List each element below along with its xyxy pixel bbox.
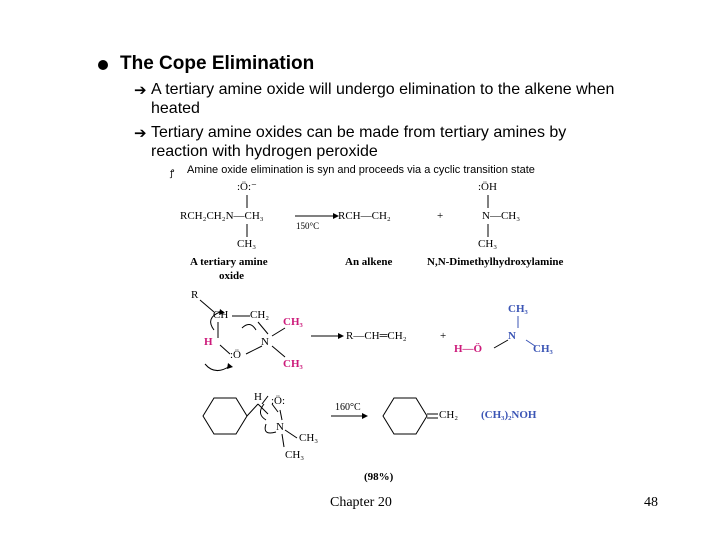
label-hydroxylamine: N,N-Dimethylhydroxylamine bbox=[427, 256, 564, 268]
arrow-bullet-icon: ➔ bbox=[134, 82, 147, 99]
scheme3-condition: 160°C bbox=[335, 402, 361, 413]
label-tertiary-amine: A tertiary amine bbox=[190, 256, 268, 268]
scheme2-alkene-product: R—CH═CH₂ bbox=[346, 330, 407, 342]
bullet-2-line-2: reaction with hydrogen peroxide bbox=[151, 143, 378, 160]
bullet-1-line-1: A tertiary amine oxide will undergo elimination to the alkene when bbox=[151, 81, 615, 98]
scheme2-r: R bbox=[191, 289, 199, 301]
scheme1-condition: 150°C bbox=[296, 221, 320, 231]
scheme3-yield: (98%) bbox=[364, 471, 394, 483]
scheme3-h: H bbox=[254, 391, 262, 403]
scheme2-n: N bbox=[261, 336, 269, 348]
scheme1-hydroxylamine: N—CH₃ bbox=[482, 210, 521, 222]
scheme3-ch3-a: CH₃ bbox=[299, 432, 319, 444]
scheme1-oxide-oxygen: :Ö:⁻ bbox=[237, 181, 257, 193]
scheme2-product-ho: H—Ö bbox=[454, 343, 483, 355]
scheme3-byproduct: (CH₃)₂NOH bbox=[481, 409, 537, 421]
bullet-2-line-1: Tertiary amine oxides can be made from tertiary amines by bbox=[151, 124, 567, 141]
scheme2-ch: CH bbox=[213, 309, 229, 321]
sub-bullet-text: Amine oxide elimination is syn and proceeds via a cyclic transition state bbox=[187, 164, 535, 176]
scheme2-ch3-top: CH₃ bbox=[283, 316, 303, 328]
footer-chapter: Chapter 20 bbox=[330, 495, 392, 510]
bullet-1-line-2: heated bbox=[151, 100, 200, 117]
scheme2-ch2: CH₂ bbox=[250, 309, 270, 321]
scheme1-product-methyl: CH₃ bbox=[478, 238, 498, 250]
scheme2-product-n: N bbox=[508, 330, 516, 342]
scheme2-h: H bbox=[204, 336, 213, 348]
scheme3-ch3-b: CH₃ bbox=[285, 449, 305, 461]
scheme3-oxygen: :Ö: bbox=[271, 395, 286, 407]
scheme2-product-ch3-right: CH₃ bbox=[533, 343, 553, 355]
label-oxide: oxide bbox=[219, 270, 245, 282]
scheme1-reactant-methyl: CH₃ bbox=[237, 238, 257, 250]
sub-bullet-icon: ꝭ bbox=[170, 168, 175, 178]
scheme2-product-ch3-top: CH₃ bbox=[508, 303, 528, 315]
scheme1-reactant: RCH₂CH₂N—CH₃ bbox=[180, 210, 264, 222]
arrow-bullet-icon: ➔ bbox=[134, 125, 147, 142]
scheme2-oxygen: :Ö bbox=[230, 349, 241, 361]
scheme2-ch3-bottom: CH₃ bbox=[283, 358, 303, 370]
slide-title: The Cope Elimination bbox=[120, 53, 315, 74]
scheme3-product: CH₂ bbox=[439, 409, 459, 421]
scheme1-plus: + bbox=[437, 210, 444, 222]
footer-page-number: 48 bbox=[644, 495, 658, 510]
scheme2-plus: + bbox=[440, 330, 447, 342]
label-alkene: An alkene bbox=[345, 256, 393, 268]
scheme1-alkene: RCH—CH₂ bbox=[338, 210, 391, 222]
scheme1-hydroxyl: :ÖH bbox=[478, 181, 497, 193]
scheme3-n: N bbox=[276, 421, 284, 433]
